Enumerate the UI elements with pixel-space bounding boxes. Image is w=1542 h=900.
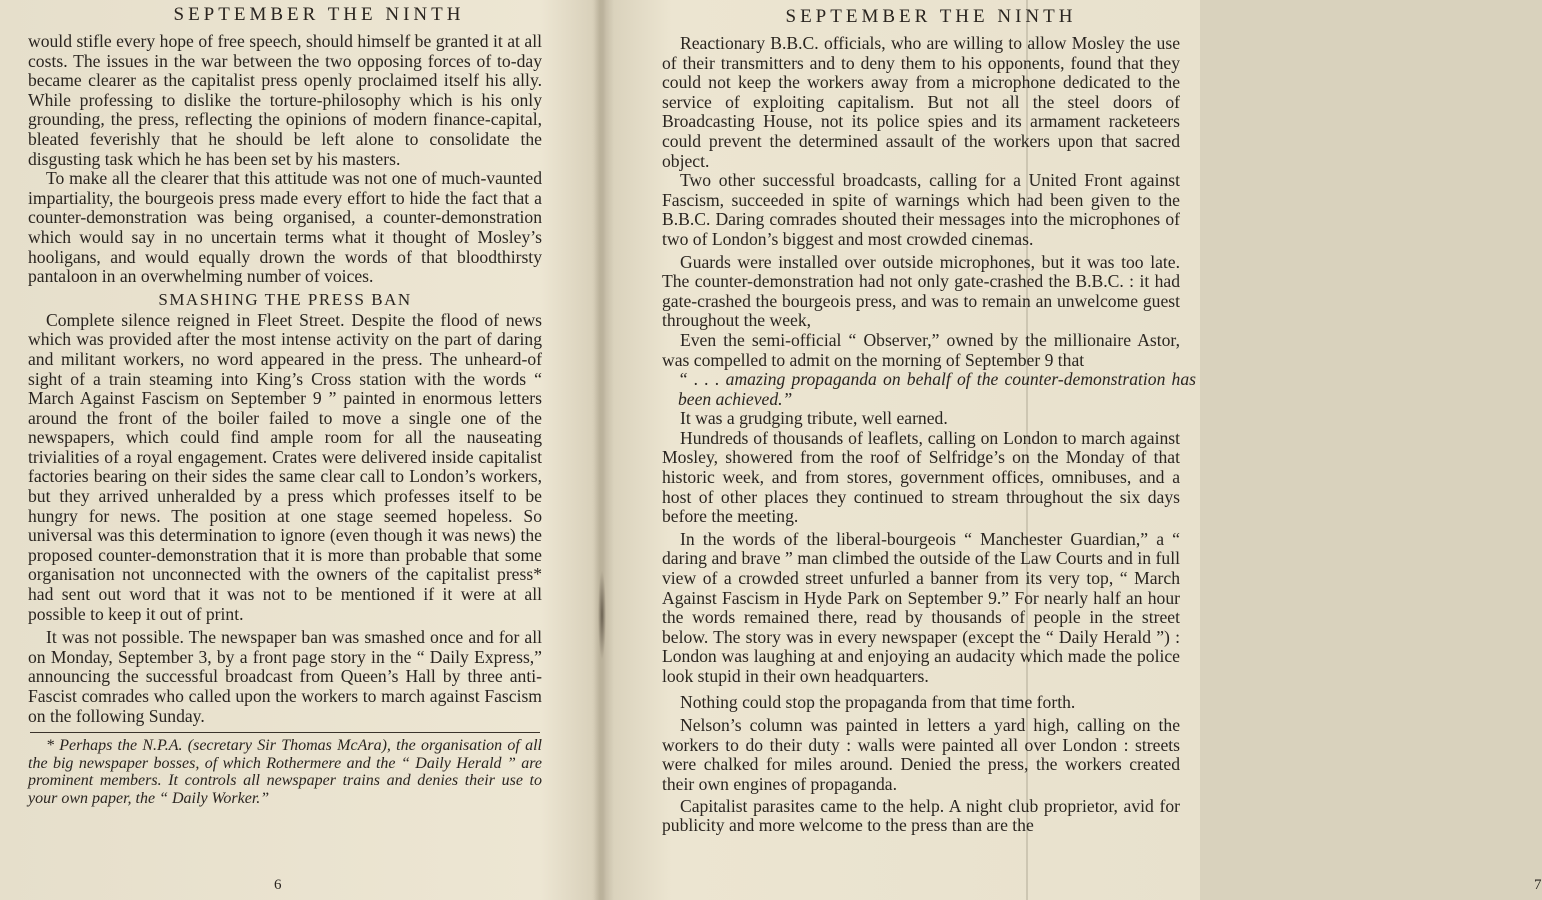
page-number: 7 xyxy=(1534,877,1542,893)
footnote: * Perhaps the N.P.A. (secretary Sir Thomas McAra), the organisation of all the big newspaper bosses, of which Rothermere and the “ Daily Herald ” are prominent members. It controls all newspaper trains and denies their use to your own paper, the “ Daily Worker.” xyxy=(28,737,542,807)
paragraph: would stifle every hope of free speech, should himself be granted it at all costs. The issues in the war between the two opposing forces of to-day became clearer as the capitalist press openly proclaimed itself his ally. While professing to dislike the torture-philosophy which is his only grounding, the press, reflecting the opinions of modern finance-capital, bleated feverishly that he should be left alone to consolidate the disgusting task which he has been set by his masters. xyxy=(28,31,542,169)
paragraph: Even the semi-official “ Observer,” owned by the millionaire Astor, was compelled to admit on the morning of September 9 that xyxy=(662,329,1180,370)
paragraph: Nelson’s column was painted in letters a yard high, calling on the workers to do their duty : walls were painted all over London : streets were chalked for miles around. Denied the press, the workers created their own engines of propaganda. xyxy=(662,715,1180,794)
paragraph: Complete silence reigned in Fleet Street. Despite the flood of news which was provided after the most intense activity on the part of daring and militant workers, no word appeared in the press. The unheard-of sight of a train steaming into King’s Cross station with the words “ March Against Fascism on September 9 ” painted in enormous letters around the front of the boiler failed to move a single one of the newspapers, which could find ample room for all the nauseating trivialities of a royal engagement. Crates were delivered inside capitalist factories bearing on their sides the same clear call to London’s workers, but they arrived unheralded by a press which professes itself to be hungry for news. The position at one stage seemed hopeless. So universal was this determination to ignore (even though it was news) the proposed counter-demonstration that it is more than probable that some organisation not unconnected with the owners of the capitalist press* had sent out word that it was not to be mentioned if it were at all possible to keep it out of print. xyxy=(28,309,542,624)
left-page xyxy=(0,0,580,900)
paragraph: Hundreds of thousands of leaflets, calling on London to march against Mosley, showered from the roof of Selfridge’s on the Monday of that historic week, and from stores, government offices, omnibuses, and a host of other places they continued to stream throughout the six days before the meeting. xyxy=(662,427,1180,527)
paragraph: Guards were installed over outside microphones, but it was too late. The counter-demonstration had not only gate-crashed the B.B.C. : it had gate-crashed the bourgeois press, and was to remain an unwelcome guest throughout the week, xyxy=(662,251,1180,331)
running-head: SEPTEMBER THE NINTH xyxy=(785,6,1077,27)
right-page xyxy=(612,0,1542,900)
paragraph: Capitalist parasites came to the help. A night club proprietor, avid for publicity and more welcome to the press than are the xyxy=(662,795,1180,836)
quotation: “ . . . amazing propaganda on behalf of the counter-demonstration has been achieved.” xyxy=(678,369,1196,409)
section-heading: SMASHING THE PRESS BAN xyxy=(158,289,412,309)
footnote-rule xyxy=(30,732,540,733)
binding-wear xyxy=(598,570,606,660)
paragraph: It was a grudging tribute, well earned. xyxy=(680,408,948,429)
paragraph: Nothing could stop the propaganda from that time forth. xyxy=(680,691,1076,712)
running-head: SEPTEMBER THE NINTH xyxy=(173,4,465,25)
book-gutter xyxy=(592,0,614,900)
page-number: 6 xyxy=(274,877,282,893)
paragraph: Two other successful broadcasts, calling for a United Front against Fascism, succeeded in spite of warnings which had been given to the B.B.C. Daring comrades shouted their messages into the microphones of two of London’s biggest and most crowded cinemas. xyxy=(662,170,1180,249)
paragraph: Reactionary B.B.C. officials, who are willing to allow Mosley the use of their transmitters and to deny them to his opponents, found that they could not keep the workers away from a microphone dedicated to the service of exploiting capitalism. But not all the steel doors of Broadcasting House, not its police spies and its armament racketeers could prevent the determined assault of the workers upon that sacred object. xyxy=(662,33,1180,171)
paragraph: It was not possible. The newspaper ban was smashed once and for all on Monday, September 3, by a front page story in the “ Daily Express,” announcing the successful broadcast from Queen’s Hall by three anti-Fascist comrades who called upon the workers to march against Fascism on the following Sunday. xyxy=(28,627,542,726)
paragraph: In the words of the liberal-bourgeois “ Manchester Guardian,” a “ daring and brave ” man climbed the outside of the Law Courts and in full view of a crowded street unfurled a banner from its very top, “ March Against Fascism in Hyde Park on September 9.” For nearly half an hour the words remained there, read by thousands of people in the street below. The story was in every newspaper (except the “ Daily Herald ”) : London was laughing at and enjoying an audacity which made the police look stupid in their own headquarters. xyxy=(662,528,1180,686)
paragraph: To make all the clearer that this attitude was not one of much-vaunted impartiality, the bourgeois press made every effort to hide the fact that a counter-demonstration was being organised, a counter-demonstration which would say in no uncertain terms what it thought of Mosley’s hooligans, and would equally drown the words of that bloodthirsty pantaloon in an overwhelming number of voices. xyxy=(28,168,542,287)
